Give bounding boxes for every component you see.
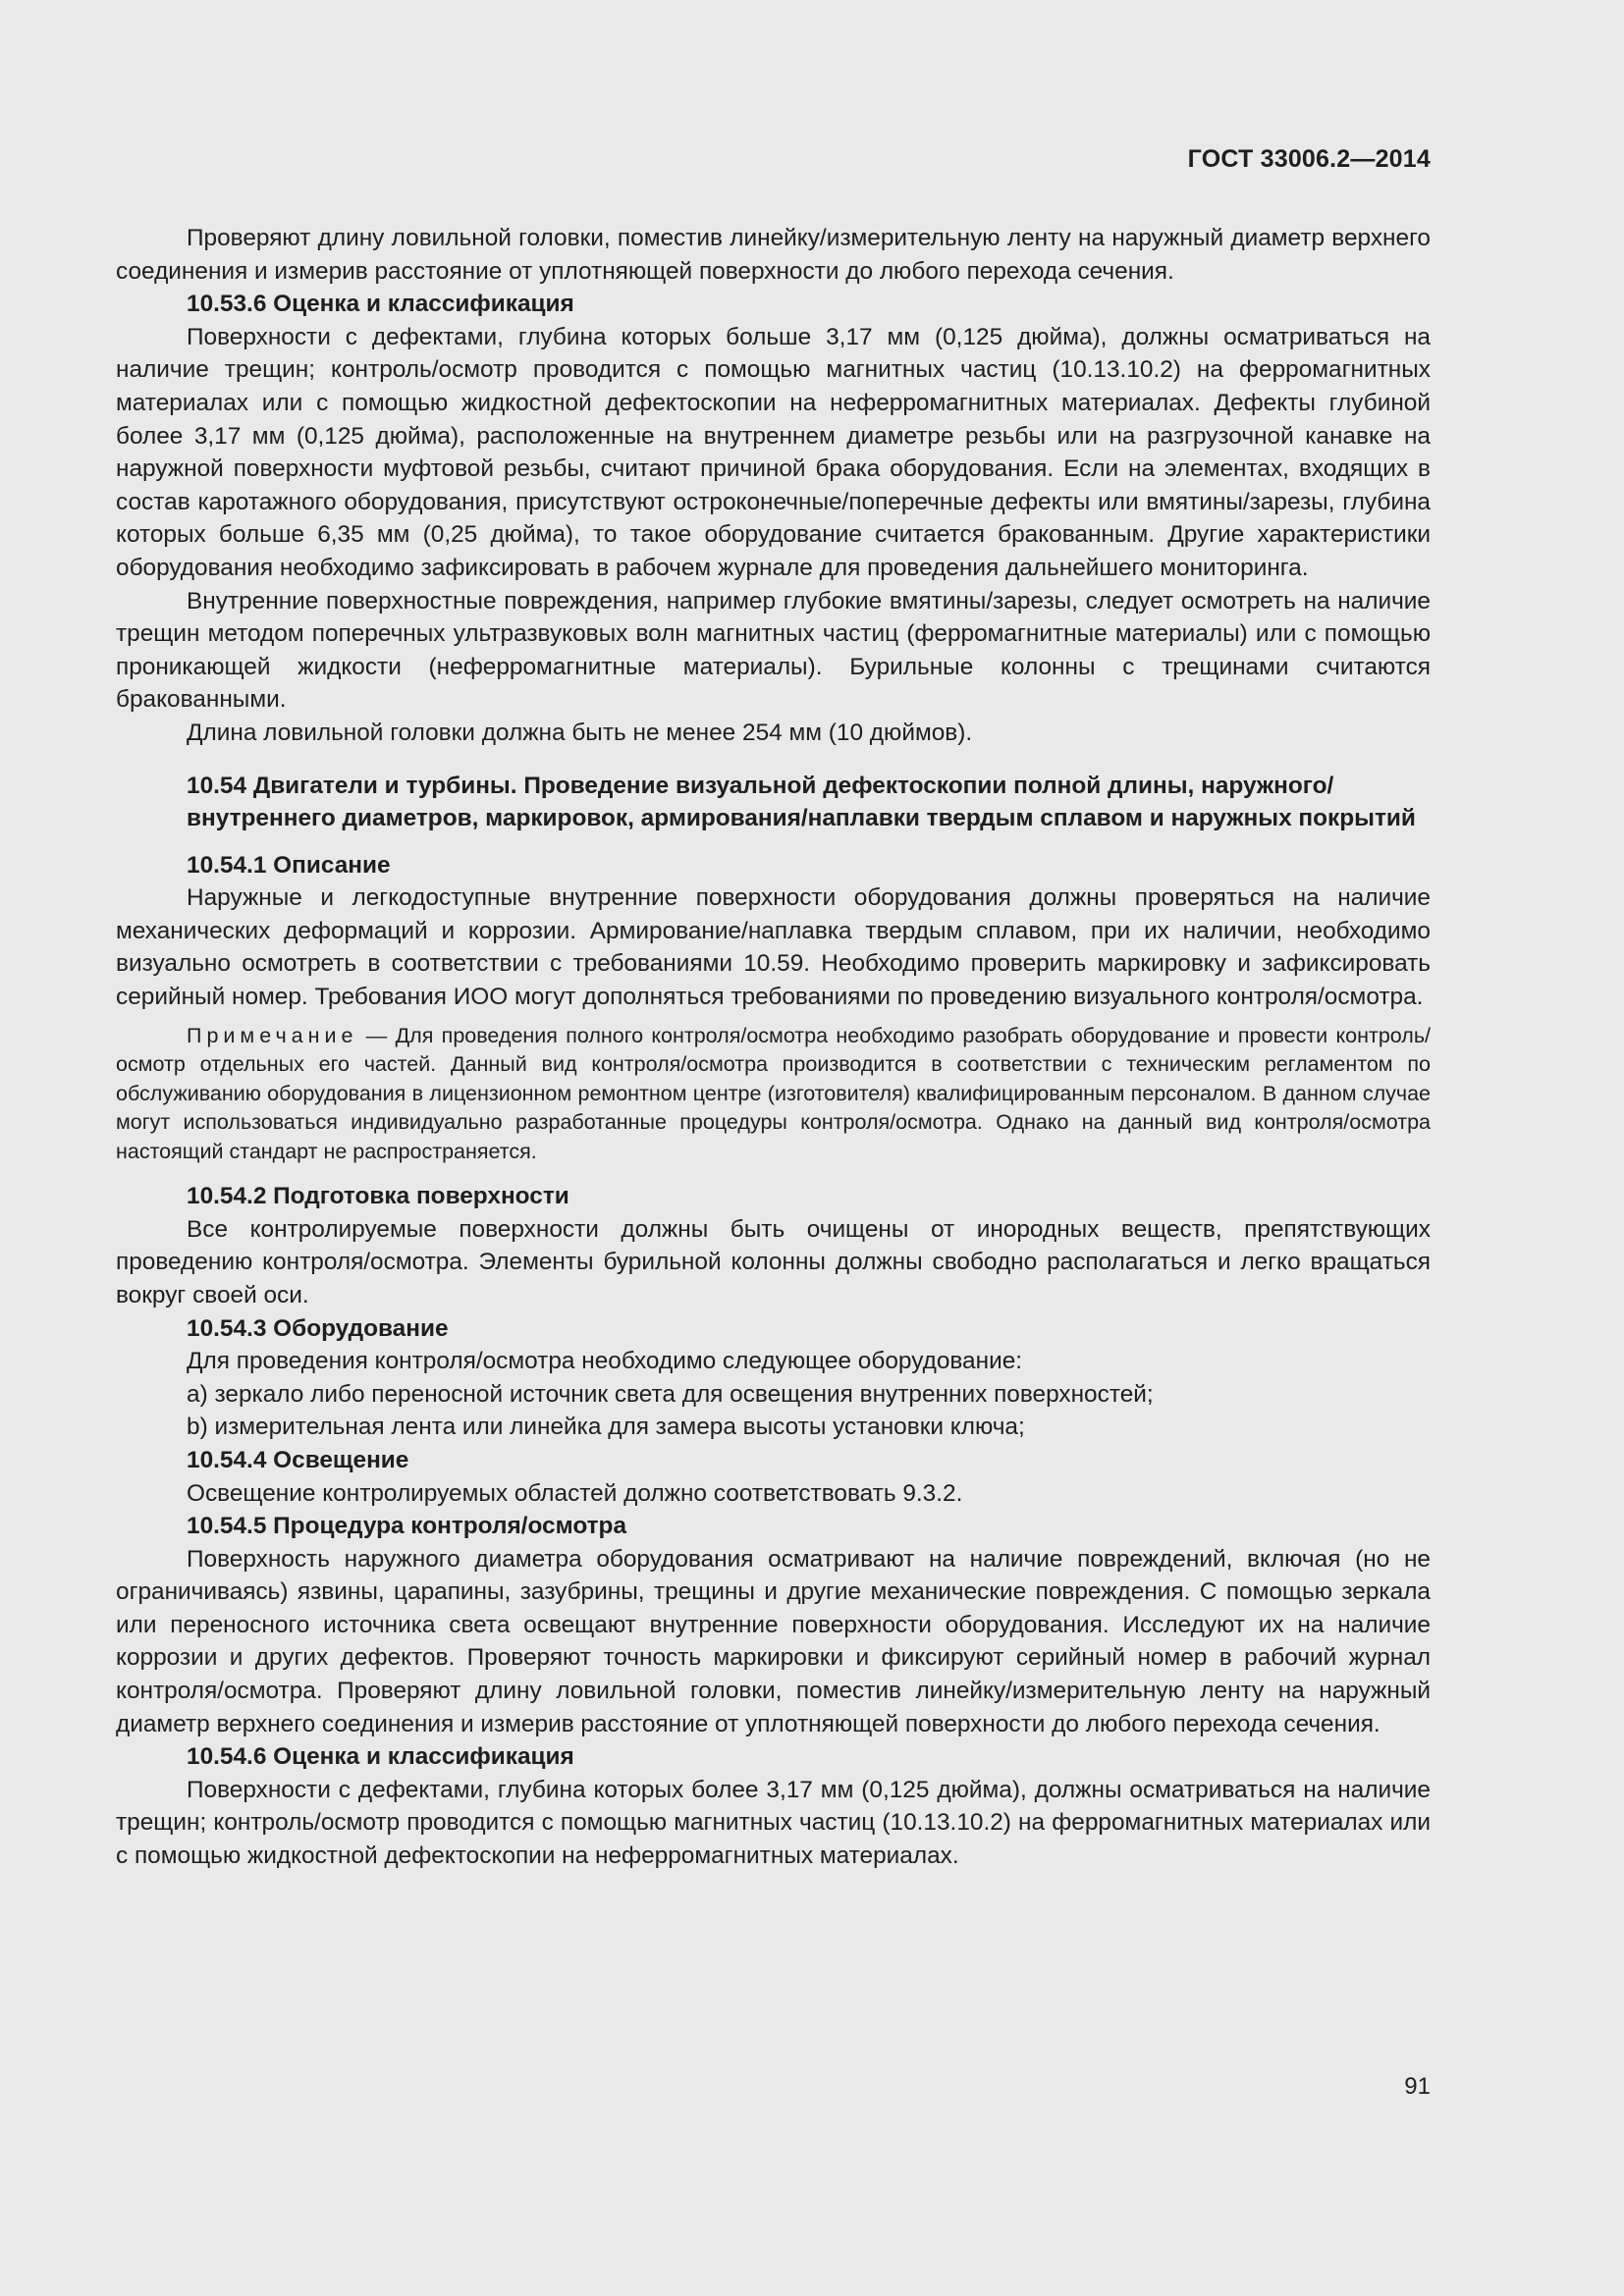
paragraph-10-54-3: Для проведения контроля/осмотра необходимо следующее оборудование: [187, 1348, 1023, 1375]
paragraph-10-53-6-c: Длина ловильной головки должна быть не менее 254 мм (10 дюймов). [187, 719, 973, 746]
paragraph-10-54-2: Все контролируемые поверхности должны быть очищены от инородных веществ, препятствующих проведению контроля/осмотра. Элементы бурильной колонны должны свободно располагаться и легко вращаться вокруг своей оси. [116, 1215, 1431, 1308]
paragraph-10-54-1: Наружные и легкодоступные внутренние поверхности оборудования должны проверяться на наличие механических деформаций и коррозии. Армирование/наплавка твердым сплавом, при их наличии, необходимо визуально осмотреть в соответствии с требованиями 10.59. Необходимо проверить маркировку и зафиксировать серийный номер. Требования ИОО могут дополняться требованиями по проведению визуального контроля/осмотра. [116, 884, 1431, 1011]
paragraph-10-53-6-b: Внутренние поверхностные повреждения, например глубокие вмятины/зарезы, следует осмотреть на наличие трещин методом поперечных ультразвуковых волн магнитных частиц (ферромагнитные материалы) или с помощью проникающей жидкости (неферромагнитные материалы). Бурильные колонны с трещинами считаются бракованными. [116, 587, 1431, 714]
paragraph-10-54-4: Освещение контролируемых областей должно соответствовать 9.3.2. [187, 1479, 963, 1507]
list-item-a: a) зеркало либо переносной источник света для освещения внутренних поверхностей; [187, 1380, 1154, 1408]
section-heading-10-54: 10.54 Двигатели и турбины. Проведение визуальной дефектоскопии полной длины, наружного/внутреннего диаметров, маркировок, армирования/наплавки твердым сплавом и наружных покрытий [187, 772, 1416, 832]
note-paragraph [116, 1022, 1431, 1167]
section-heading-10-54-6: 10.54.6 Оценка и классификация [187, 1743, 574, 1771]
paragraph-10-53-6-a: Поверхности с дефектами, глубина которых больше 3,17 мм (0,125 дюйма), должны осматриваться на наличие трещин; контроль/осмотр проводится с помощью магнитных частиц (10.13.10.2) на ферромагнитных материалах или с помощью жидкостной дефектоскопии на неферромагнитных материалах. Дефекты глубиной более 3,17 мм (0,125 дюйма), расположенные на внутреннем диаметре резьбы или на разгрузочной канавке на наружной поверхности муфтовой резьбы, считают причиной брака оборудования. Если на элементах, входящих в состав каротажного оборудования, присутствуют остроконечные/поперечные дефекты или вмятины/зарезы, глубина которых больше 6,35 мм (0,25 дюйма), то такое оборудование считается бракованным. Другие характеристики оборудования необходимо зафиксировать в рабочем журнале для проведения дальнейшего мониторинга. [116, 323, 1431, 581]
list-item-b: b) измерительная лента или линейка для замера высоты установки ключа; [187, 1414, 1025, 1441]
paragraph-10-54-5: Поверхность наружного диаметра оборудования осматривают на наличие повреждений, включая (но не ограничиваясь) язвины, царапины, зазубрины, трещины и другие механические повреждения. С помощью зеркала или переносного источника света освещают внутренние поверхности оборудования. Исследуют их на наличие коррозии и других дефектов. Проверяют точность маркировки и фиксируют серийный номер в рабочий журнал контроля/осмотра. Проверяют длину ловильной головки, поместив линейку/измерительную ленту на наружный диаметр верхнего соединения и измерив расстояние от уплотняющей поверхности до любого перехода сечения. [116, 1545, 1431, 1737]
section-heading-10-53-6: 10.53.6 Оценка и классификация [187, 291, 574, 318]
section-heading-10-54-3: 10.54.3 Оборудование [187, 1314, 449, 1342]
section-heading-10-54-2: 10.54.2 Подготовка поверхности [187, 1183, 569, 1210]
paragraph-10-54-6: Поверхности с дефектами, глубина которых более 3,17 мм (0,125 дюйма), должны осматриваться на наличие трещин; контроль/осмотр проводится с помощью магнитных частиц (10.13.10.2) на ферромагнитных материалах или с помощью жидкостной дефектоскопии на неферромагнитных материалах. [116, 1776, 1431, 1870]
note-text: — Для проведения полного контроля/осмотра необходимо разобрать оборудование и провести контроль/осмотр отдельных его частей. Данный вид контроля/осмотра производится в соответствии с техническим регламентом по обслуживанию оборудования в лицензионном ремонтном центре (изготовителя) квалифицированным персоналом. В данном случае могут использоваться индивидуально разработанные процедуры контроля/осмотра. Однако на данный вид контроля/осмотра настоящий стандарт не распространяется. [116, 1023, 1431, 1163]
document-page [116, 0, 1431, 2296]
page-number: 91 [1404, 2073, 1431, 2100]
document-body [116, 222, 1431, 1873]
note-label: Примечание [187, 1023, 358, 1047]
document-header: ГОСТ 33006.2—2014 [1187, 145, 1431, 173]
section-heading-10-54-5: 10.54.5 Процедура контроля/осмотра [187, 1513, 627, 1540]
paragraph-intro: Проверяют длину ловильной головки, поместив линейку/измерительную ленту на наружный диаметр верхнего соединения и измерив расстояние от уплотняющей поверхности до любого перехода сечения. [116, 225, 1431, 285]
section-heading-10-54-4: 10.54.4 Освещение [187, 1446, 409, 1473]
section-heading-10-54-1: 10.54.1 Описание [187, 851, 391, 879]
